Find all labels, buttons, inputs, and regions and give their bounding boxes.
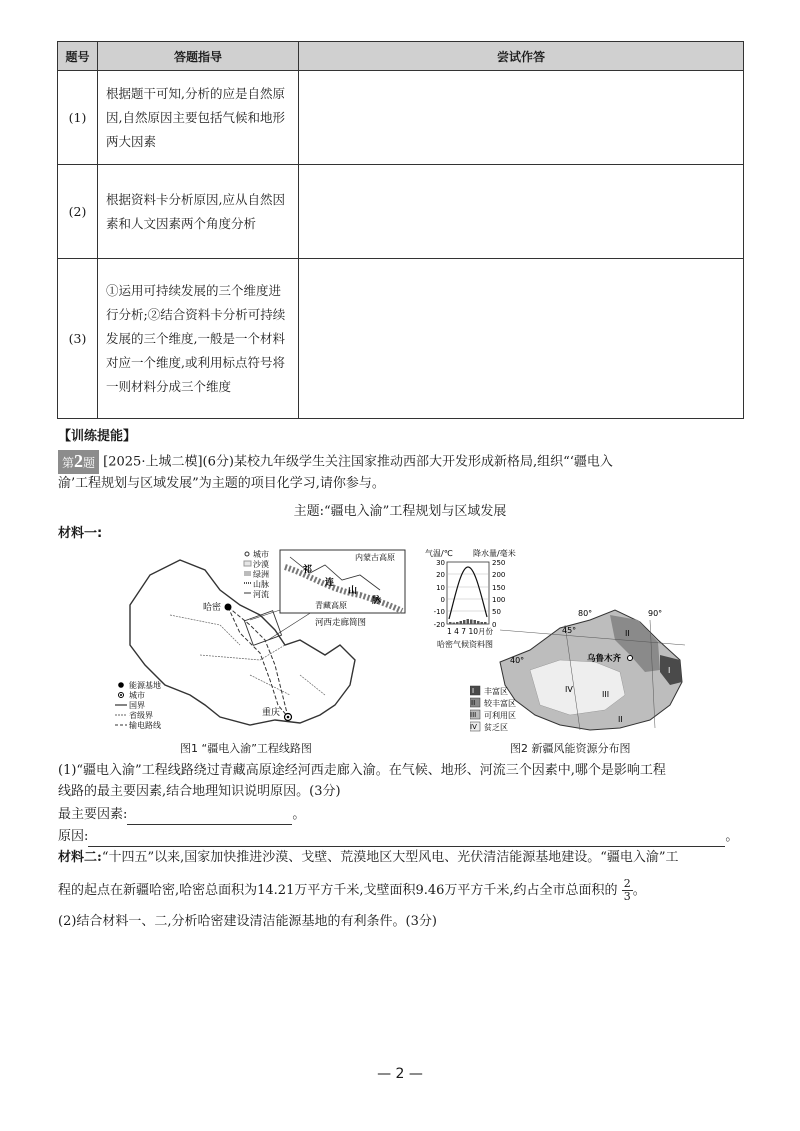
temp-ticks xyxy=(434,559,445,629)
q1-line2: 线路的最主要因素,结合地理知识说明原因。(3分) xyxy=(58,784,341,799)
section-title: 【训练提能】 xyxy=(58,429,137,444)
inset-label-qi: 祁 xyxy=(303,565,313,575)
region-label-III: III xyxy=(602,690,610,699)
svg-text:II: II xyxy=(471,699,476,707)
question-intro-line1: (6分)某校九年级学生关注国家推动西部大开发形成新格局,组织“‘疆电入 xyxy=(202,454,613,470)
answer-cell[interactable] xyxy=(299,71,744,165)
fig1-caption: 图1 “疆电入渝”工程线路图 xyxy=(180,742,312,755)
svg-text:可利用区: 可利用区 xyxy=(484,711,516,720)
row-guidance: 根据题干可知,分析的应是自然原因,自然原因主要包括气候和地形两大因素 xyxy=(98,71,299,165)
transmission-route xyxy=(228,607,288,717)
guidance-table xyxy=(57,41,744,419)
urumqi-icon xyxy=(628,656,633,661)
svg-text:100: 100 xyxy=(492,596,506,604)
svg-text:国界: 国界 xyxy=(129,701,145,710)
table-row xyxy=(58,71,744,165)
inset-label-mai: 脉 xyxy=(372,596,382,606)
main-factor-row: 最主要因素: 。 xyxy=(58,804,758,825)
main-factor-blank[interactable] xyxy=(127,804,292,825)
table-row xyxy=(58,259,744,419)
svg-text:0: 0 xyxy=(492,621,497,629)
main-legend xyxy=(115,680,161,730)
inset-label-lian: 连 xyxy=(325,578,335,588)
answer-cell[interactable] xyxy=(299,165,744,259)
theme-title: 主题:“疆电入渝”工程规划与区域发展 xyxy=(293,504,507,519)
reason-label: 原因: xyxy=(58,829,89,844)
question-source: [2025·上城二模] xyxy=(103,454,203,470)
inset-caption: 河西走廊简图 xyxy=(315,618,367,628)
svg-text:城市: 城市 xyxy=(253,550,269,559)
urumqi-label: 乌鲁木齐 xyxy=(587,654,622,664)
temp-axis-label: 气温/℃ xyxy=(425,549,453,558)
svg-text:绿洲: 绿洲 xyxy=(253,570,269,579)
svg-text:200: 200 xyxy=(492,571,506,579)
question-badge: 第2题 xyxy=(58,450,99,474)
svg-text:-20: -20 xyxy=(433,621,445,629)
table-row xyxy=(58,165,744,259)
svg-text:0: 0 xyxy=(440,596,445,604)
inset-label-mongolia: 内蒙古高原 xyxy=(355,553,395,562)
climate-caption: 哈密气候资料图 xyxy=(437,640,493,649)
months-axis: 1 4 7 10月份 xyxy=(447,627,494,636)
svg-text:省级界: 省级界 xyxy=(129,711,153,720)
row-guidance: 根据资料卡分析原因,应从自然因素和人文因素两个角度分析 xyxy=(98,165,299,259)
svg-text:150: 150 xyxy=(492,584,506,592)
region-label-IV: IV xyxy=(565,685,573,694)
svg-text:输电路线: 输电路线 xyxy=(129,721,161,730)
svg-text:250: 250 xyxy=(492,559,506,567)
svg-text:50: 50 xyxy=(492,608,501,616)
question-intro xyxy=(58,450,758,474)
svg-text:贫乏区: 贫乏区 xyxy=(484,723,508,732)
material2-line1: 材料二:“十四五”以来,国家加快推进沙漠、戈壁、荒漠地区大型风电、光伏清洁能源基地建设。“疆电入渝”工 xyxy=(58,850,679,865)
city-chongqing-label: 重庆 xyxy=(262,708,281,718)
lat-40-label: 40° xyxy=(510,656,525,665)
transmission-route-alt xyxy=(228,607,288,717)
svg-text:I: I xyxy=(472,687,475,695)
inset-legend xyxy=(244,549,269,599)
svg-text:III: III xyxy=(470,711,477,719)
svg-text:城市: 城市 xyxy=(129,691,145,700)
svg-text:能源基地: 能源基地 xyxy=(129,681,161,690)
row-number: (3) xyxy=(58,259,98,419)
precip-axis-label: 降水量/毫米 xyxy=(473,549,516,558)
wind-resource-map xyxy=(470,600,695,740)
svg-text:IV: IV xyxy=(470,723,477,731)
reason-blank[interactable] xyxy=(88,826,725,847)
province-boundaries xyxy=(170,615,325,695)
lon-80-label: 80° xyxy=(578,609,593,618)
region-label-II: II xyxy=(625,629,630,638)
wind-legend xyxy=(470,686,516,732)
svg-text:河流: 河流 xyxy=(253,590,269,599)
fraction-two-thirds: $\frac{2}{3}$ xyxy=(623,877,631,903)
header-guidance: 答题指导 xyxy=(98,42,299,71)
q2-text: (2)结合材料一、二,分析哈密建设清洁能源基地的有利条件。(3分) xyxy=(58,914,437,929)
material2-line2: 程的起点在新疆哈密,哈密总面积为14.21万平方千米,戈壁面积9.46万平方千米,约占全市总面积的 $\frac{2}{3}$ 。 xyxy=(58,877,646,903)
hami-energy-base xyxy=(225,604,232,611)
question-intro-line2: 渝’工程规划与区域发展”为主题的项目化学习,请你参与。 xyxy=(58,476,385,491)
svg-text:山脉: 山脉 xyxy=(253,580,269,589)
route-map-figure xyxy=(110,545,410,740)
svg-text:20: 20 xyxy=(436,571,445,579)
svg-text:10: 10 xyxy=(436,584,445,592)
q1-line1: (1)“疆电入渝”工程线路绕过青藏高原途经河西走廊入渝。在气候、地形、河流三个因素中,哪个是影响工程 xyxy=(58,763,666,778)
region-label-II-south: II xyxy=(618,715,623,724)
fig2-caption: 图2 新疆风能资源分布图 xyxy=(510,742,631,755)
reason-row: 原因: 。 xyxy=(58,826,758,847)
svg-text:30: 30 xyxy=(436,559,445,567)
header-attempt: 尝试作答 xyxy=(299,42,744,71)
header-question-number: 题号 xyxy=(58,42,98,71)
lat-45-label: 45° xyxy=(562,626,577,635)
row-number: (2) xyxy=(58,165,98,259)
row-number: (1) xyxy=(58,71,98,165)
main-factor-label: 最主要因素: xyxy=(58,807,128,822)
row-guidance: ①运用可持续发展的三个维度进行分析;②结合资料卡分析可持续发展的三个维度,一般是一个材料对应一个维度,或利用标点符号将一则材料分成三个维度 xyxy=(98,259,299,419)
page-number: — 2 — xyxy=(377,1066,423,1082)
svg-text:丰富区: 丰富区 xyxy=(484,687,508,696)
material1-label: 材料一: xyxy=(58,526,103,541)
svg-text:较丰富区: 较丰富区 xyxy=(484,699,516,708)
svg-text:沙漠: 沙漠 xyxy=(253,560,269,569)
table-header-row xyxy=(58,42,744,71)
inset-label-qinghai: 青藏高原 xyxy=(315,601,347,610)
region-label-I: I xyxy=(668,666,671,675)
city-hami-label: 哈密 xyxy=(203,603,222,613)
material2-label: 材料二: xyxy=(58,850,102,865)
lon-90-label: 90° xyxy=(648,609,663,618)
svg-text:-10: -10 xyxy=(433,608,445,616)
inset-label-shan: 山 xyxy=(348,586,358,596)
answer-cell[interactable] xyxy=(299,259,744,419)
